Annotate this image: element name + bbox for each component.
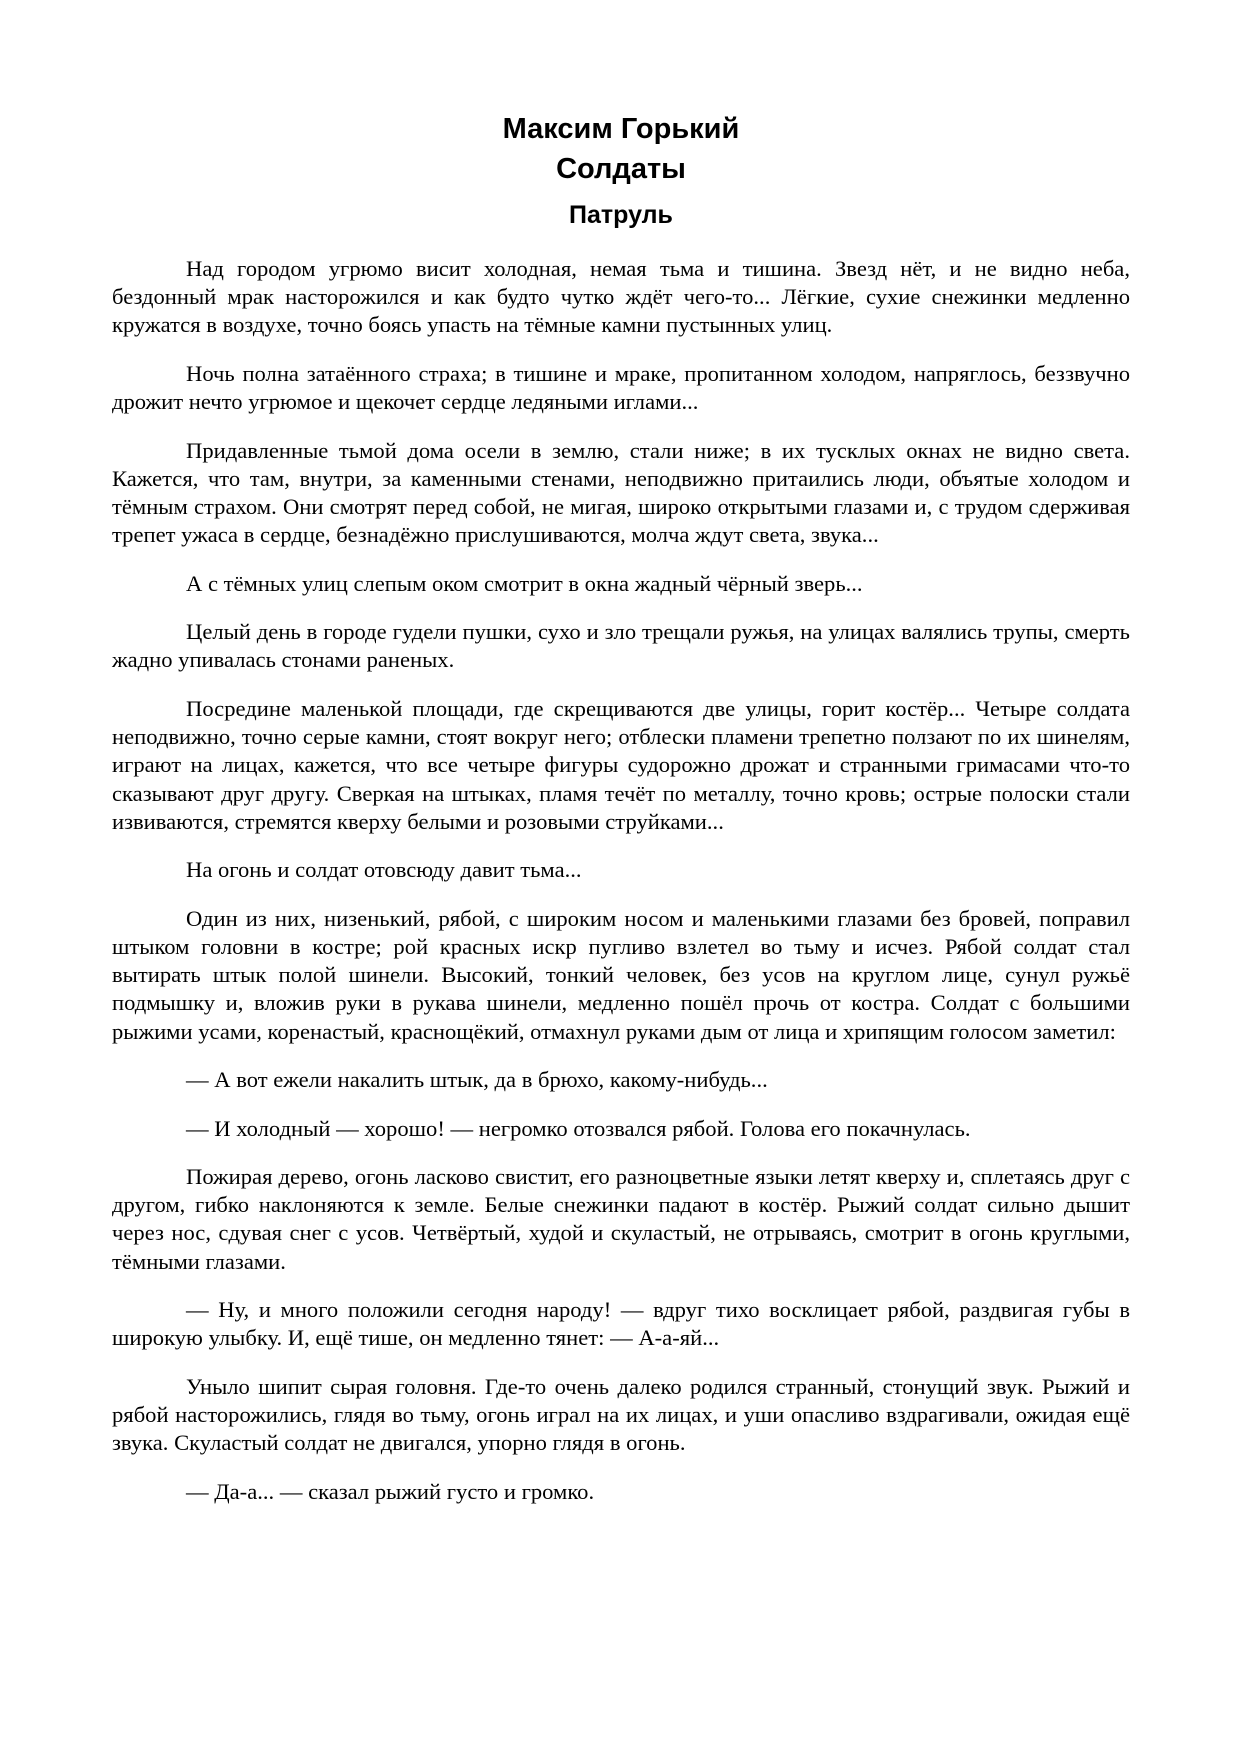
paragraph: Один из них, низенький, рябой, с широким носом и маленькими глазами без бровей, поправил штыком головни в костре; рой красных искр пугливо взлетел во тьму и исчез. Рябой солдат стал вытирать штык полой шинели. Высокий, тонкий человек, без усов на круглом лице, сунул ружьё подмышку и, вложив руки в рукава шинели, медленно пошёл прочь от костра. Солдат с большими рыжими усами, коренастый, краснощёкий, отмахнул руками дым от лица и хрипящим голосом заметил: [112, 905, 1130, 1044]
paragraph: Посредине маленькой площади, где скрещиваются две улицы, горит костёр... Четыре солдата неподвижно, точно серые камни, стоят вокруг него; отблески пламени трепетно ползают по их шинелям, играют на лицах, кажется, что все четыре фигуры судорожно дрожат и странными гримасами что-то сказывают друг другу. Сверкая на штыках, пламя течёт по металлу, точно кровь; острые полоски стали извиваются, стремятся кверху белыми и розовыми струйками... [112, 695, 1130, 834]
paragraph: Придавленные тьмой дома осели в землю, стали ниже; в их тусклых окнах не видно света. Кажется, что там, внутри, за каменными стенами, неподвижно притаились люди, объятые холодом и тёмным страхом. Они смотрят перед собой, не мигая, широко открытыми глазами и, с трудом сдерживая трепет ужаса в сердце, безнадёжно прислушиваются, молча ждут света, звука... [112, 437, 1130, 548]
dialogue-line: — И холодный — хорошо! — негромко отозвался рябой. Голова его покачнулась. [186, 1115, 971, 1141]
work-title: Солдаты [556, 153, 686, 185]
paragraph: Уныло шипит сырая головня. Где-то очень далеко родился странный, стонущий звук. Рыжий и рябой насторожились, глядя во тьму, огонь играл на их лицах, и уши опасливо вздрагивали, ожидая ещё звука. Скуластый солдат не двигался, упорно глядя в огонь. [112, 1373, 1130, 1456]
chapter-title: Патруль [569, 201, 673, 229]
author-name: Максим Горький [502, 113, 740, 145]
paragraph: Пожирая дерево, огонь ласково свистит, его разноцветные языки летят кверху и, сплетаясь друг с другом, гибко наклоняются к земле. Белые снежинки падают в костёр. Рыжий солдат сильно дышит через нос, сдувая снег с усов. Четвёртый, худой и скуластый, не отрываясь, смотрит в огонь круглыми, тёмными глазами. [112, 1164, 1130, 1274]
dialogue-line: — Да-а... — сказал рыжий густо и громко. [186, 1478, 595, 1504]
paragraph: На огонь и солдат отовсюду давит тьма... [186, 857, 582, 883]
paragraph: Над городом угрюмо висит холодная, немая тьма и тишина. Звезд нёт, и не видно неба, бездонный мрак насторожился и как будто чутко ждёт чего-то... Лёгкие, сухие снежинки медленно кружатся в воздухе, точно боясь упасть на тёмные камни пустынных улиц. [112, 256, 1130, 338]
body-text [112, 255, 1130, 1526]
paragraph: Целый день в городе гудели пушки, сухо и зло трещали ружья, на улицах валялись трупы, смерть жадно упивалась стонами раненых. [112, 619, 1130, 673]
dialogue-line: — Ну, и много положили сегодня народу! — вдруг тихо восклицает рябой, раздвигая губы в широкую улыбку. И, ещё тише, он медленно тянет: — А-а-яй... [112, 1297, 1130, 1351]
paragraph: Ночь полна затаённого страха; в тишине и мраке, пропитанном холодом, напряглось, беззвучно дрожит нечто угрюмое и щекочет сердце ледяными иглами... [112, 360, 1130, 415]
dialogue-line: — А вот ежели накалить штык, да в брюхо, какому-нибудь... [186, 1067, 768, 1093]
paragraph: А с тёмных улиц слепым оком смотрит в окна жадный чёрный зверь... [186, 570, 863, 596]
